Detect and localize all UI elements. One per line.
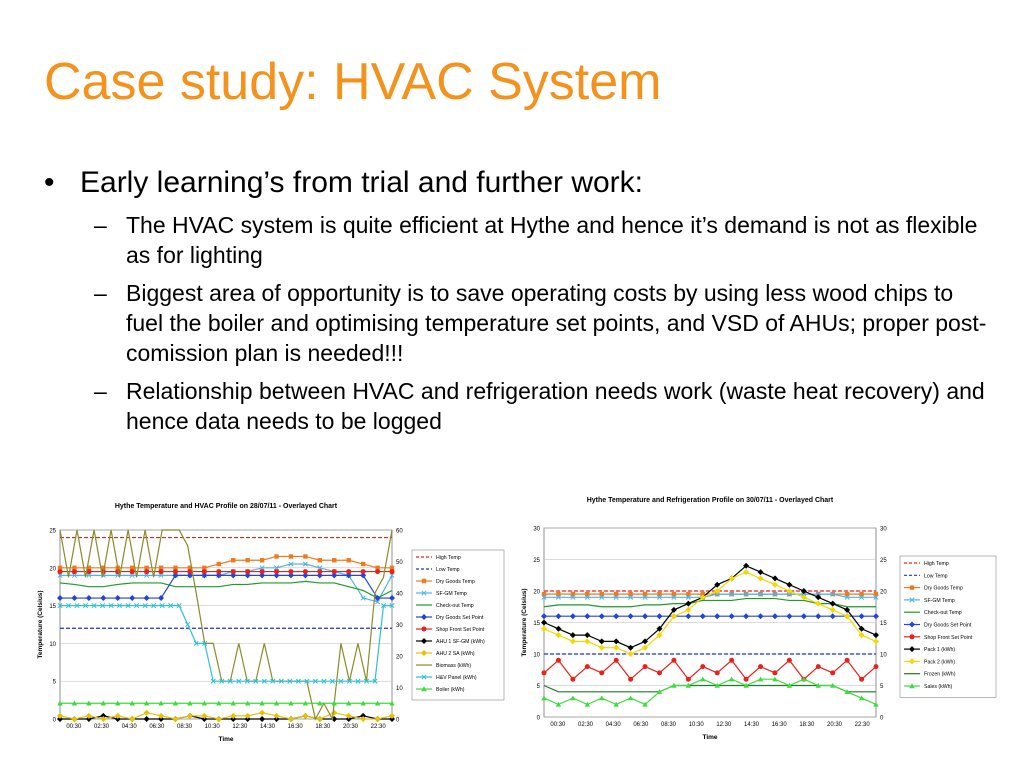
data-point (331, 710, 337, 716)
sub-bullet-text: Relationship between HVAC and refrigeration needs work (waste heat recovery) and hence data needs to be logged (126, 378, 985, 434)
data-point (642, 613, 648, 619)
bullet-marker: • (44, 166, 55, 199)
y-tick-label: 30 (533, 526, 540, 533)
data-point (303, 554, 307, 558)
y2-tick-label: 25 (880, 558, 887, 564)
series-line (60, 575, 392, 598)
data-point (758, 613, 764, 619)
x-tick-label: 22:30 (854, 722, 870, 728)
legend-label: Dry Goods Set Point (924, 622, 972, 629)
y2-tick-label: 15 (880, 621, 887, 627)
data-point (115, 595, 121, 601)
series-line (544, 686, 876, 692)
data-point (202, 569, 207, 574)
series-dry-goods-set-point (541, 613, 879, 619)
data-point (671, 658, 676, 663)
data-point (361, 569, 366, 574)
data-point (873, 613, 879, 619)
data-point (245, 713, 251, 719)
y2-tick-label: 10 (880, 652, 887, 659)
series-sf-gm-temp (542, 592, 878, 600)
plot-area (60, 530, 392, 719)
x-tick-label: 12:30 (716, 722, 732, 728)
data-point (332, 569, 337, 574)
data-point (144, 595, 150, 601)
data-point (317, 569, 322, 574)
x-tick-label: 00:30 (66, 724, 82, 730)
y2-tick-label: 50 (396, 560, 403, 566)
data-point (245, 569, 250, 574)
y2-tick-label: 60 (396, 528, 403, 535)
data-point (541, 626, 547, 632)
chart-title: Hythe Temperature and HVAC Profile on 28/07/11 - Overlayed Chart (114, 503, 338, 510)
y-tick-label: 5 (536, 684, 540, 690)
series-line (60, 564, 392, 602)
data-point (245, 558, 249, 562)
data-point (772, 575, 778, 581)
chart-title: Hythe Temperature and Refrigeration Profile on 30/07/11 - Overlayed Chart (586, 497, 834, 504)
y-tick-label: 20 (49, 566, 56, 573)
series-line (544, 572, 876, 654)
data-point (555, 626, 561, 632)
legend-marker (422, 627, 427, 632)
x-tick-label: 20:30 (826, 722, 843, 728)
legend (412, 550, 504, 700)
legend-label: SF-GM Temp (436, 591, 467, 597)
y-tick-label: 0 (52, 717, 56, 724)
series-line (544, 660, 876, 679)
data-point (614, 658, 619, 663)
legend-label: Low Temp (924, 573, 948, 580)
data-point (628, 651, 634, 657)
legend-label: AHU 1 SF-GM (kWh) (436, 639, 485, 645)
x-tick-label: 14:30 (743, 722, 760, 728)
sub-bullet (94, 210, 994, 270)
series-check-out-temp (544, 599, 876, 607)
series-line (60, 530, 392, 719)
x-tick-label: 02:30 (577, 722, 594, 728)
x-tick-label: 10:30 (688, 722, 704, 728)
data-point (700, 677, 705, 682)
sub-bullet (94, 278, 994, 368)
data-point (570, 695, 575, 700)
data-point (758, 569, 764, 575)
data-point (599, 613, 605, 619)
data-point (685, 601, 691, 607)
y2-tick-label: 20 (396, 654, 403, 661)
x-tick-label: 06:30 (633, 722, 649, 728)
data-point (686, 677, 691, 682)
data-point (72, 569, 77, 574)
data-point (57, 595, 63, 601)
data-point (390, 569, 395, 574)
data-point (144, 710, 150, 716)
data-point (57, 713, 63, 719)
refrigeration-chart (514, 492, 1000, 750)
hvac-chart (30, 498, 508, 752)
data-point (555, 632, 561, 638)
data-point (318, 558, 322, 562)
data-point (758, 575, 764, 581)
data-point (628, 645, 634, 651)
data-point (259, 710, 265, 716)
slide-title: Case study: HVAC System (44, 53, 662, 111)
y-tick-label: 5 (52, 679, 56, 686)
data-point (845, 658, 850, 663)
data-point (129, 716, 135, 722)
data-point (584, 613, 590, 619)
y-tick-label: 25 (533, 558, 540, 564)
legend-label: Pack 2 (kWh) (924, 659, 956, 666)
y2-tick-label: 40 (396, 591, 403, 598)
data-point (700, 613, 706, 619)
data-point (58, 569, 63, 574)
data-point (744, 677, 749, 682)
data-point (541, 613, 547, 619)
sub-bullet-marker: – (94, 280, 107, 306)
y2-tick-label: 10 (396, 686, 403, 692)
x-tick-label: 20:30 (342, 724, 359, 730)
legend-label: Sales (kWh) (924, 684, 953, 690)
data-point (585, 664, 590, 669)
data-point (216, 569, 221, 574)
x-tick-label: 02:30 (93, 724, 110, 730)
x-tick-label: 16:30 (771, 722, 787, 728)
x-axis-label: Time (702, 734, 718, 741)
data-point (289, 554, 293, 558)
data-point (729, 613, 735, 619)
data-point (599, 638, 605, 644)
data-point (786, 613, 792, 619)
x-tick-label: 04:30 (605, 722, 621, 728)
data-point (216, 716, 222, 722)
legend-marker (910, 585, 914, 589)
legend-label: Shop Front Set Point (924, 634, 973, 641)
legend-marker (910, 634, 915, 639)
data-point (185, 622, 189, 626)
data-point (743, 569, 749, 575)
data-point (346, 558, 350, 562)
data-point (361, 562, 365, 566)
series-line (60, 581, 392, 598)
data-point (772, 670, 777, 675)
data-point (129, 595, 135, 601)
data-point (260, 569, 265, 574)
data-point (584, 638, 590, 644)
legend-marker (422, 579, 426, 583)
data-point (758, 664, 763, 669)
data-point (729, 658, 734, 663)
data-point (787, 658, 792, 663)
sub-bullet-marker: – (94, 378, 107, 404)
legend-label: H&V Panel (kWh) (436, 675, 477, 681)
data-point (685, 613, 691, 619)
sub-bullet-text: Biggest area of opportunity is to save operating costs by using less wood chips to fuel the boiler and optimising temperature set points, and VSD of AHUs; proper post-comission plan is needed!!! (126, 280, 987, 366)
data-point (230, 713, 236, 719)
data-point (303, 569, 308, 574)
data-point (570, 638, 576, 644)
data-point (816, 664, 821, 669)
data-point (130, 569, 135, 574)
data-point (375, 569, 380, 574)
sub-bullet-text: The HVAC system is quite efficient at Hythe and hence it’s demand is not as flexible as for lighting (126, 212, 978, 268)
sub-bullet-marker: – (94, 212, 107, 238)
series-dry-goods-set-point (57, 572, 395, 601)
legend-label: Check-out Temp (436, 603, 474, 609)
refrigeration-chart-svg (514, 492, 1000, 750)
data-point (714, 613, 720, 619)
x-tick-label: 16:30 (287, 724, 303, 730)
data-point (541, 695, 546, 700)
y-tick-label: 15 (49, 604, 56, 611)
y2-tick-label: 20 (880, 589, 887, 596)
data-point (874, 664, 879, 669)
data-point (873, 638, 879, 644)
main-bullet (44, 164, 994, 202)
y-tick-label: 0 (536, 715, 540, 722)
x-tick-label: 08:30 (176, 724, 193, 730)
series-line (544, 599, 876, 607)
data-point (317, 716, 323, 722)
legend-label: Dry Goods Set Point (436, 615, 484, 621)
data-point (555, 613, 561, 619)
data-point (656, 613, 662, 619)
sub-bullet (94, 376, 994, 436)
data-point (657, 670, 662, 675)
series-boiler-kwh- (57, 701, 394, 706)
data-point (375, 716, 381, 722)
y-tick-label: 10 (49, 641, 56, 648)
data-point (159, 569, 164, 574)
data-point (628, 695, 633, 700)
legend-label: High Temp (436, 555, 461, 561)
data-point (542, 670, 547, 675)
x-tick-label: 10:30 (204, 724, 220, 730)
x-tick-label: 14:30 (259, 724, 276, 730)
data-point (570, 613, 576, 619)
data-point (541, 620, 547, 626)
x-tick-label: 18:30 (315, 724, 331, 730)
series-ahu-2-sa-kwh- (57, 710, 395, 722)
series-pack-1-kwh- (541, 563, 879, 651)
bullet-list (44, 164, 994, 436)
data-point (830, 670, 835, 675)
y-axis-label: Temperature (Celsius) (521, 588, 528, 657)
y2-tick-label: 5 (880, 684, 884, 690)
series-shop-front-set-point (542, 658, 879, 682)
data-point (570, 677, 575, 682)
data-point (260, 558, 264, 562)
data-point (187, 713, 193, 719)
series-frozen-kwh- (544, 686, 876, 692)
x-tick-label: 00:30 (550, 722, 566, 728)
data-point (772, 582, 778, 588)
y2-tick-label: 30 (880, 526, 887, 533)
legend-label: AHU 2 SA (kWh) (436, 651, 475, 657)
data-point (172, 716, 178, 722)
legend-label: SF-GM Temp (924, 597, 955, 604)
data-point (815, 613, 821, 619)
data-point (873, 632, 879, 638)
legend-label: Low Temp (436, 567, 460, 573)
hvac-chart-svg (30, 498, 508, 752)
y2-tick-label: 30 (396, 623, 403, 629)
data-point (173, 569, 178, 574)
x-tick-label: 22:30 (370, 724, 386, 730)
data-point (346, 569, 351, 574)
data-point (815, 601, 821, 607)
data-point (613, 645, 619, 651)
data-point (288, 569, 293, 574)
data-point (643, 664, 648, 669)
series-line (60, 556, 392, 567)
data-point (217, 562, 221, 566)
y2-tick-label: 0 (396, 717, 400, 724)
legend-label: High Temp (924, 561, 949, 567)
data-point (599, 670, 604, 675)
data-point (801, 613, 807, 619)
legend-label: Pack 1 (kWh) (924, 647, 956, 654)
x-axis-label: Time (218, 736, 234, 743)
data-point (274, 569, 279, 574)
data-point (556, 658, 561, 663)
data-point (830, 607, 836, 613)
data-point (729, 677, 734, 682)
legend (900, 556, 996, 697)
data-point (71, 595, 77, 601)
data-point (274, 554, 278, 558)
data-point (628, 613, 634, 619)
data-point (86, 595, 92, 601)
data-point (859, 613, 865, 619)
data-point (389, 595, 395, 601)
data-point (389, 713, 395, 719)
y-axis-label: Temperature (Celsius) (37, 590, 44, 659)
series-check-out-temp (60, 581, 392, 598)
data-point (599, 695, 604, 700)
legend-label: Dry Goods Temp (924, 585, 963, 592)
data-point (743, 613, 749, 619)
data-point (100, 595, 106, 601)
legend-label: Check-out Temp (924, 610, 962, 617)
data-point (859, 677, 864, 682)
series-pack-2-kwh- (541, 569, 879, 657)
y-tick-label: 10 (533, 652, 540, 659)
data-point (259, 716, 265, 722)
data-point (772, 613, 778, 619)
x-tick-label: 12:30 (232, 724, 248, 730)
data-point (144, 716, 150, 722)
data-point (613, 613, 619, 619)
x-tick-label: 08:30 (660, 722, 677, 728)
data-point (158, 713, 164, 719)
data-point (231, 569, 236, 574)
data-point (715, 670, 720, 675)
data-point (71, 716, 77, 722)
data-point (830, 601, 836, 607)
data-point (584, 632, 590, 638)
data-point (231, 558, 235, 562)
x-tick-label: 18:30 (799, 722, 815, 728)
data-point (288, 716, 294, 722)
legend-label: Shop Front Set Point (436, 627, 485, 633)
data-point (613, 638, 619, 644)
data-point (144, 569, 149, 574)
data-point (158, 595, 164, 601)
data-point (599, 645, 605, 651)
series-line (60, 713, 392, 719)
data-point (628, 677, 633, 682)
legend-label: Boiler (kWh) (436, 687, 465, 693)
y2-tick-label: 0 (880, 715, 884, 722)
data-point (830, 613, 836, 619)
x-tick-label: 06:30 (149, 724, 165, 730)
main-bullet-text: Early learning’s from trial and further work: (80, 166, 643, 199)
legend-label: Biomass (kWh) (436, 663, 472, 669)
y-tick-label: 20 (533, 589, 540, 596)
data-point (274, 713, 280, 719)
data-point (570, 632, 576, 638)
legend-label: Dry Goods Temp (436, 579, 475, 585)
data-point (786, 582, 792, 588)
series-biomass-kwh- (60, 530, 392, 719)
data-point (700, 664, 705, 669)
x-tick-label: 04:30 (121, 724, 137, 730)
y-tick-label: 25 (49, 528, 56, 535)
legend-label: Frozen (kWh) (924, 671, 956, 678)
data-point (302, 713, 308, 719)
y-tick-label: 15 (533, 621, 540, 627)
data-point (332, 558, 336, 562)
